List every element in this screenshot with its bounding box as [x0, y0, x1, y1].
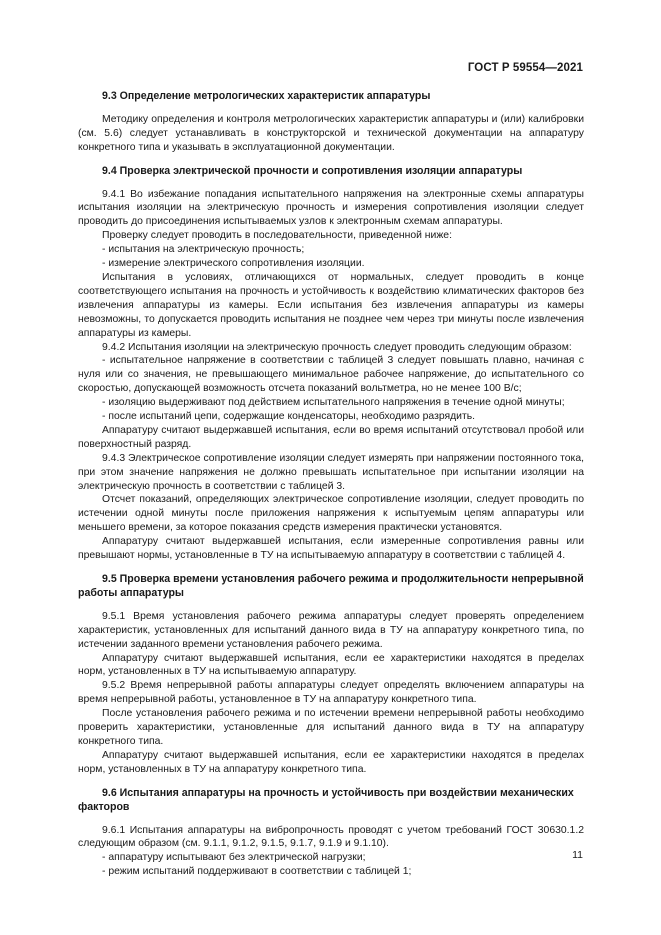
paragraph: 9.4.3 Электрическое сопротивление изоляции следует измерять при напряжении постоянного тока, при этом значение напряжения не должно превышать испытательное при испытании изоляции на электрическую прочность в соответствии с таблицей 3.: [78, 452, 584, 492]
paragraph: Аппаратуру считают выдержавшей испытания, если ее характеристики находятся в пределах норм, установленных в ТУ на испытываемую аппаратуру.: [78, 652, 584, 678]
list-item: - аппаратуру испытывают без электрической нагрузки;: [102, 852, 366, 864]
paragraph: 9.5.2 Время непрерывной работы аппаратуры следует определять включением аппаратуры на время непрерывной работы, установленное в ТУ на аппаратуру конкретного типа.: [78, 680, 584, 706]
paragraph: Испытания в условиях, отличающихся от нормальных, следует проводить в конце соответствующего испытания на прочность и устойчивость к воздействию климатических факторов без извлечения аппаратуры из камеры. Если испытания без извлечения аппаратуры из камеры невозможны, то допускается проводить испытания не позднее чем через три минуты после извлечения аппаратуры из камеры.: [78, 271, 584, 339]
paragraph: 9.5.1 Время установления рабочего режима аппаратуры следует проверять определением характеристик, установленных для испытаний данного вида в ТУ на аппаратуру конкретного типа, по истечении заданного времени установления рабочего режима.: [78, 610, 584, 650]
paragraph: 9.4.2 Испытания изоляции на электрическую прочность следует проводить следующим образом:: [102, 341, 572, 353]
paragraph: Аппаратуру считают выдержавшей испытания, если ее характеристики находятся в пределах норм, установленных в ТУ на аппаратуру конкретного типа.: [78, 749, 584, 775]
list-item: - измерение электрического сопротивления изоляции.: [102, 258, 365, 270]
paragraph: После установления рабочего режима и по истечении времени непрерывной работы необходимо проверить характеристики, установленные для испытаний данного вида в ТУ на аппаратуру конкретного типа.: [78, 708, 584, 747]
paragraph: Аппаратуру считают выдержавшей испытания, если во время испытаний отсутствовал пробой или поверхностный разряд.: [78, 424, 584, 450]
section-9-3-title: 9.3 Определение метрологических характеристик аппаратуры: [102, 90, 431, 102]
page-content: [78, 90, 584, 879]
paragraph: Аппаратуру считают выдержавшей испытания, если измеренные сопротивления равны или превышают нормы, установленные в ТУ на испытываемую аппаратуру в соответствии с таблицей 4.: [78, 536, 584, 562]
list-item: - режим испытаний поддерживают в соответствии с таблицей 1;: [102, 866, 412, 878]
page-number: 11: [572, 849, 583, 861]
paragraph: Проверку следует проводить в последовательности, приведенной ниже:: [102, 230, 452, 242]
paragraph: Отсчет показаний, определяющих электрическое сопротивление изоляции, следует проводить по истечении одной минуты после приложения напряжения к испытуемым цепям аппаратуры или меньшего времени, за которое показания средств измерения практически установятся.: [78, 494, 584, 534]
section-9-4-title: 9.4 Проверка электрической прочности и сопротивления изоляции аппаратуры: [102, 164, 523, 177]
paragraph: 9.6.1 Испытания аппаратуры на вибропрочность проводят с учетом требований ГОСТ 30630.1.2 следующим образом (см. 9.1.1, 9.1.2, 9.1.5, 9.1.7, 9.1.9 и 9.1.10).: [78, 824, 584, 850]
section-9-5-title: 9.5 Проверка времени установления рабочего режима и продолжительности непрерывной работы аппаратуры: [78, 573, 584, 599]
standard-header: ГОСТ Р 59554—2021: [467, 62, 583, 74]
list-item: - после испытаний цепи, содержащие конденсаторы, необходимо разрядить.: [102, 411, 476, 423]
section-9-6-title: 9.6 Испытания аппаратуры на прочность и устойчивость при воздействии механических факторов: [78, 786, 574, 813]
list-item: - изоляцию выдерживают под действием испытательного напряжения в течение одной минуты;: [102, 397, 565, 409]
paragraph: Методику определения и контроля метрологических характеристик аппаратуры и (или) калибровки (см. 5.6) следует устанавливать в конструкторской и технической документации на аппаратуру конкретного типа и указывать в эксплуатационной документации.: [78, 113, 584, 153]
list-item: - испытания на электрическую прочность;: [102, 244, 305, 256]
list-item: - испытательное напряжение в соответствии с таблицей 3 следует повышать плавно, начиная с нуля или со значения, не превышающего минимальное рабочее напряжение, до испытательного со скоростью, допускающей возможность отсчета показаний вольтметра, но не менее 100 В/с;: [78, 355, 584, 395]
paragraph: 9.4.1 Во избежание попадания испытательного напряжения на электронные схемы аппаратуры испытания изоляции на электрическую прочность и измерения сопротивления изоляции следует проводить до присоединения испытываемых узлов к электронным схемам аппаратуры.: [78, 188, 584, 228]
